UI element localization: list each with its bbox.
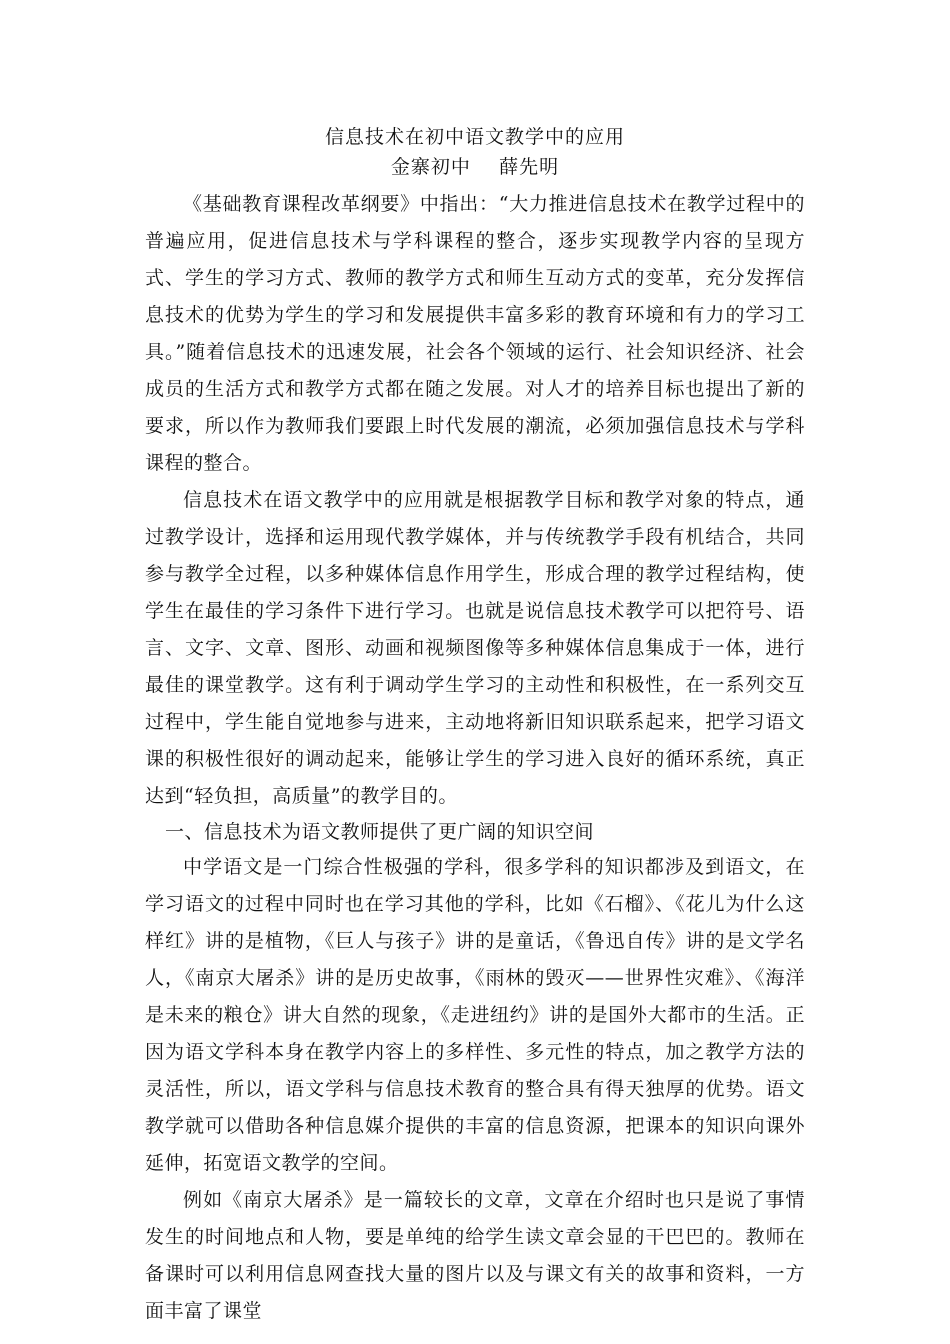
section-heading: 一、信息技术为语文教师提供了更广阔的知识空间	[165, 821, 595, 843]
body-paragraph: 信息技术在语文教学中的应用就是根据教学目标和教学对象的特点，通过教学设计，选择和运用现代教学媒体，并与传统教学手段有机结合，共同参与教学全过程，以多种媒体信息作用学生，形成合理的教学过程结构，使学生在最佳的学习条件下进行学习。也就是说信息技术教学可以把符号、语言、文字、文章、图形、动画和视频图像等多种媒体信息集成于一体，进行最佳的课堂教学。这有利于调动学生学习的主动性和积极性，在一系列交互过程中，学生能自觉地参与进来，主动地将新旧知识联系起来，把学习语文课的积极性很好的调动起来，能够让学生的学习进入良好的循环系统，真正达到“轻负担，高质量”的教学目的。	[145, 489, 805, 807]
body-paragraph: 中学语文是一门综合性极强的学科，很多学科的知识都涉及到语文，在学习语文的过程中同时也在学习其他的学科，比如《石榴》、《花儿为什么这样红》讲的是植物，《巨人与孩子》讲的是童话，《鲁迅自传》讲的是文学名人，《南京大屠杀》讲的是历史故事，《雨林的毁灭——世界性灾难》、《海洋是未来的粮仓》讲大自然的现象，《走进纽约》讲的是国外大都市的生活。正因为语文学科本身在教学内容上的多样性、多元性的特点，加之教学方法的灵活性，所以，语文学科与信息技术教育的整合具有得天独厚的优势。语文教学就可以借助各种信息媒介提供的丰富的信息资源，把课本的知识向课外延伸，拓宽语文教学的空间。	[145, 856, 805, 1174]
body-paragraph: 《基础教育课程改革纲要》中指出：“大力推进信息技术在教学过程中的普遍应用，促进信息技术与学科课程的整合，逐步实现教学内容的呈现方式、学生的学习方式、教师的教学方式和师生互动方式的变革，充分发挥信息技术的优势为学生的学习和发展提供丰富多彩的教育环境和有力的学习工具。”随着信息技术的迅速发展，社会各个领域的运行、社会知识经济、社会成员的生活方式和教学方式都在随之发展。对人才的培养目标也提出了新的要求，所以作为教师我们要跟上时代发展的潮流，必须加强信息技术与学科课程的整合。	[145, 193, 805, 474]
body-paragraph: 例如《南京大屠杀》是一篇较长的文章，文章在介绍时也只是说了事情发生的时间地点和人物，要是单纯的给学生读文章会显的干巴巴的。教师在备课时可以利用信息网查找大量的图片以及与课文有关的故事和资料，一方面丰富了课堂	[145, 1189, 805, 1322]
document-author: 金寨初中 薛先明	[390, 156, 560, 178]
document-title: 信息技术在初中语文教学中的应用	[324, 126, 625, 148]
document-page	[145, 122, 805, 1330]
